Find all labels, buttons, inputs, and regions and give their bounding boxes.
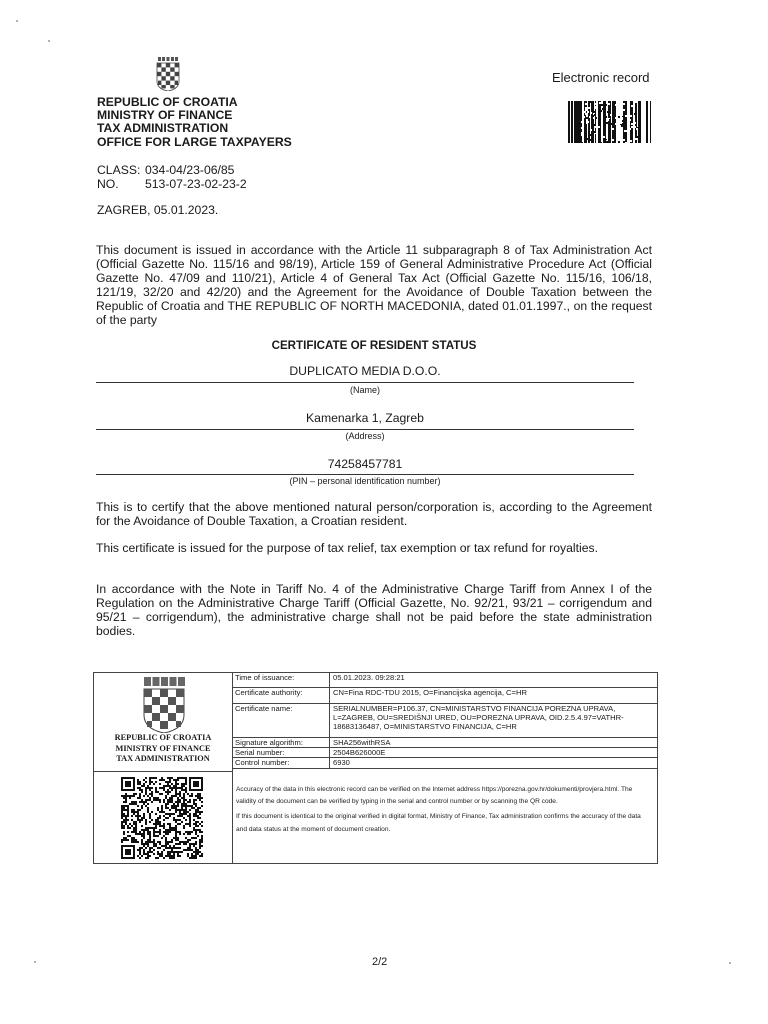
electronic-record-label: Electronic record (552, 70, 650, 85)
issuer-line-ministry: MINISTRY OF FINANCE (97, 108, 233, 123)
coat-of-arms-icon (140, 677, 188, 733)
stamp-line-country: REPUBLIC OF CROATIA (114, 733, 212, 742)
signature-details-table (232, 673, 657, 769)
row-key: Certificate name: (232, 703, 330, 737)
issuer-line-office: OFFICE FOR LARGE TAXPAYERS (97, 134, 292, 149)
verification-text: Accuracy of the data in this electronic record can be verified on the Internet address https://porezna.gov.hr/dokumenti/provjera.html. The validity of the document can be verified by typing in the serial and control number or by scanning the QR code. (236, 786, 633, 806)
pin-caption: (PIN – personal identification number) (289, 476, 441, 486)
name-underline (96, 382, 634, 383)
electronic-signature-stamp (93, 672, 658, 864)
row-value: SHA256withRSA (330, 737, 658, 747)
stamp-issuer-text (94, 733, 232, 765)
table-row (232, 673, 657, 687)
intro-paragraph: This document is issued in accordance with the Article 11 subparagraph 8 of Tax Administration Act (Official Gazette No. 115/16 and 98/19), Article 159 of General Administrative Procedure Act (Official Gazette No. 47/09 and 110/21), Article 4 of General Tax Act (Official Gazette No. 115/16, 106/18, 121/19, 32/20 and 42/20) and the Agreement for the Avoidance of Double Taxation between the Republic of Croatia and THE REPUBLIC OF NORTH MACEDONIA, dated 01.01.1997., on the request of the party (96, 243, 652, 327)
name-value: DUPLICATO MEDIA D.O.O. (289, 364, 441, 378)
table-row (232, 737, 657, 747)
barcode-icon (567, 101, 651, 143)
verification-note (236, 784, 651, 836)
page-number: 2/2 (372, 956, 388, 968)
issuer-line-country: REPUBLIC OF CROATIA (97, 95, 238, 109)
row-key: Certificate authority: (232, 687, 330, 703)
name-caption: (Name) (349, 385, 380, 395)
row-key: Signature algorithm: (232, 737, 330, 747)
row-value: 2504B626000E (330, 747, 658, 757)
charge-paragraph: In accordance with the Note in Tariff No. 4 of the Administrative Charge Tariff from Annex I of the Regulation on the Administrative Charge Tariff (Official Gazette, No. 92/21, 93/21 – corrigendum and 95/21 – corrigendum), the administrative charge shall not be paid before the state administration bodies. (96, 582, 652, 638)
scan-speck (16, 20, 18, 22)
scan-speck (729, 962, 731, 964)
address-value: Kamenarka 1, Zagreb (306, 411, 424, 425)
table-row (232, 747, 657, 757)
address-caption: (Address) (345, 431, 385, 441)
class-value: 034-04/23-06/85 (145, 163, 235, 177)
stamp-issuer-panel (94, 673, 233, 863)
qr-code-icon[interactable] (121, 777, 203, 859)
table-row (232, 703, 657, 737)
row-value: 05.01.2023. 09:28:21 (330, 673, 658, 687)
purpose-paragraph: This certificate is issued for the purpose of tax relief, tax exemption or tax refund for royalties. (96, 541, 598, 555)
class-label: CLASS: (97, 163, 141, 177)
address-underline (96, 429, 634, 430)
place-date: ZAGREB, 05.01.2023. (97, 203, 219, 217)
table-row (232, 757, 657, 768)
stamp-line-administration: TAX ADMINISTRATION (116, 754, 210, 763)
row-value: CN=Fina RDC-TDU 2015, O=Financijska agencija, C=HR (330, 687, 658, 703)
certificate-title: CERTIFICATE OF RESIDENT STATUS (271, 339, 477, 352)
stamp-line-ministry: MINISTRY OF FINANCE (115, 743, 211, 753)
number-value: 513-07-23-02-23-2 (145, 177, 247, 191)
row-key: Serial number: (232, 747, 330, 757)
certify-paragraph: This is to certify that the above mentioned natural person/corporation is, according to the Agreement for the Avoidance of Double Taxation, a Croatian resident. (96, 500, 652, 528)
pin-value: 74258457781 (327, 457, 403, 471)
row-key: Control number: (232, 757, 330, 768)
row-value: 6930 (330, 757, 658, 768)
reference-block (97, 163, 247, 191)
coat-of-arms-icon (156, 57, 180, 91)
pin-underline (96, 474, 634, 475)
issuer-header (97, 96, 292, 149)
row-key: Time of issuance: (232, 673, 330, 687)
accuracy-text: If this document is identical to the original verified in digital format, Ministry of Finance, Tax administration confirms the accuracy of the data and data status at the moment of document creation. (236, 813, 641, 833)
scan-speck (48, 40, 50, 42)
stamp-divider (94, 771, 232, 772)
issuer-line-administration: TAX ADMINISTRATION (97, 121, 229, 136)
number-label: NO. (97, 177, 119, 191)
row-value: SERIALNUMBER=P106.37, CN=MINISTARSTVO FINANCIJA POREZNA UPRAVA, L=ZAGREB, OU=SREDIŠNJI URED, OU=POREZNA UPRAVA, OID.2.5.4.97=VATHR-18683136487, O=MINISTARSTVO FINANCIJA, C=HR (330, 703, 658, 737)
table-row (232, 687, 657, 703)
scan-speck (34, 961, 36, 963)
